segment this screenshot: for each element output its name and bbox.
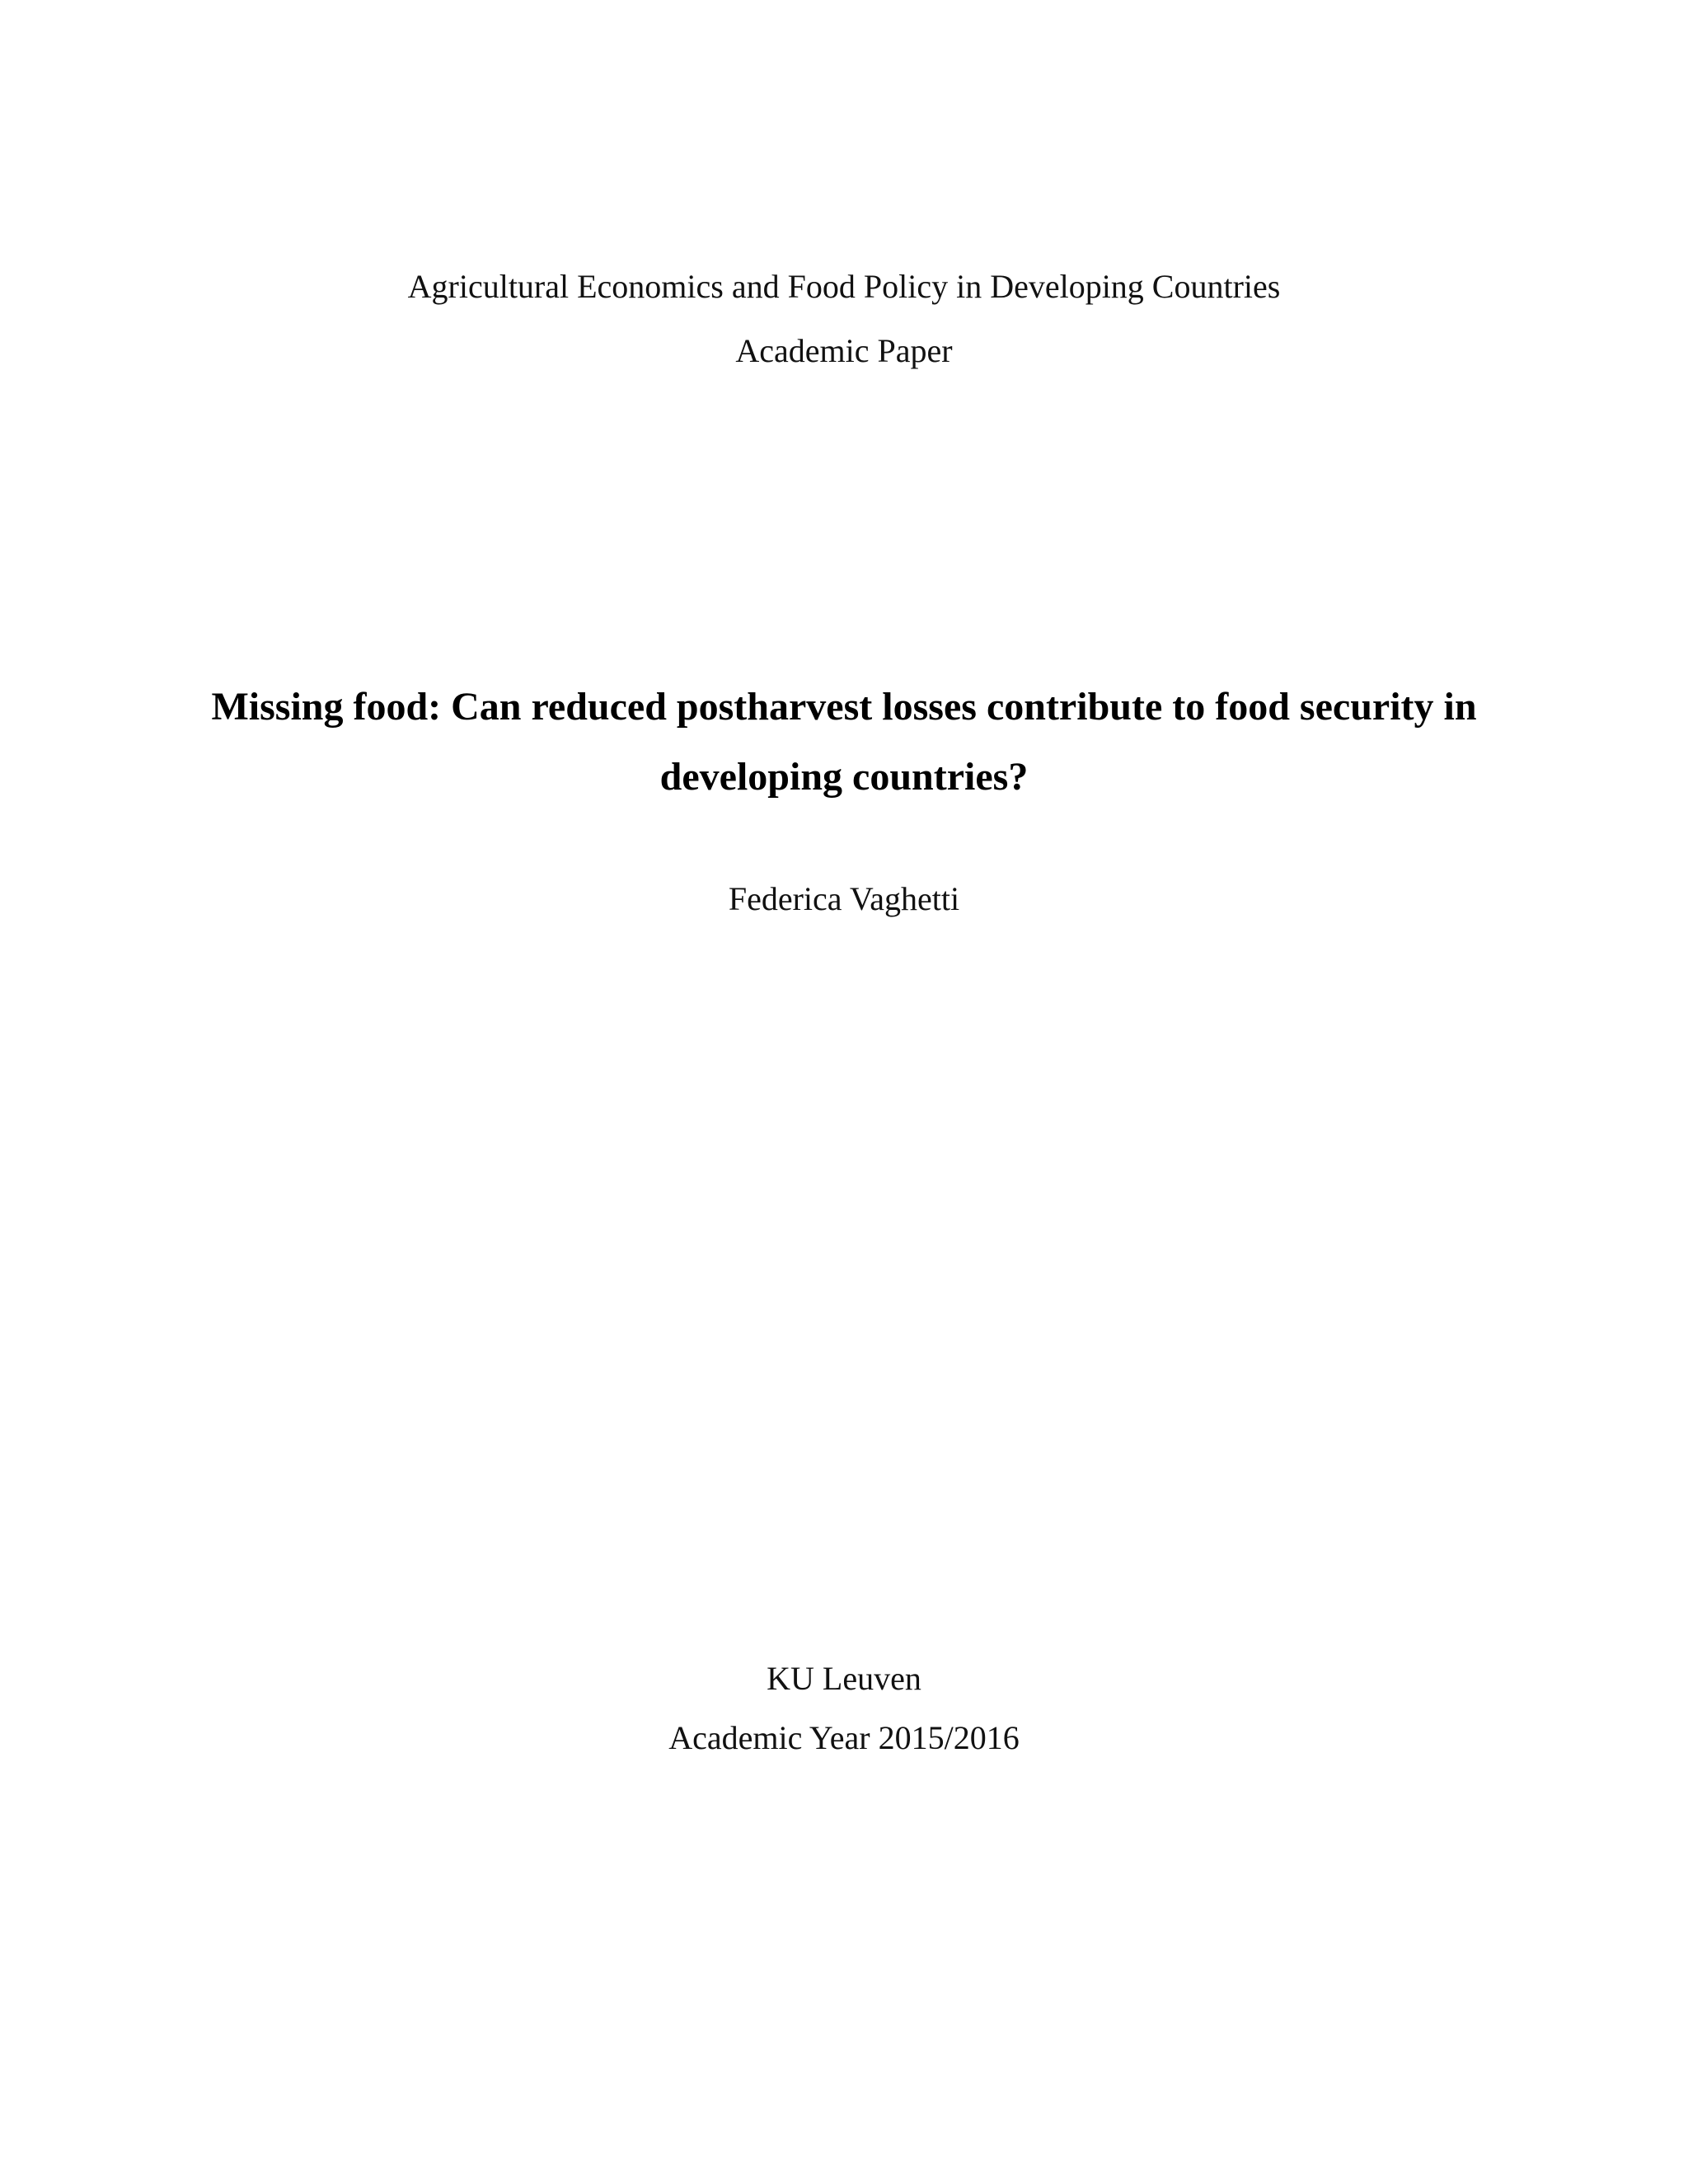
paper-title: Missing food: Can reduced postharvest losses contribute to food security in developing countries? [211, 685, 1477, 799]
institution-name: KU Leuven [767, 1660, 921, 1697]
course-name: Agricultural Economics and Food Policy in Developing Countries [407, 268, 1281, 305]
author-name: Federica Vaghetti [728, 880, 960, 917]
academic-year: Academic Year 2015/2016 [668, 1719, 1020, 1756]
paper-type: Academic Paper [735, 332, 953, 369]
